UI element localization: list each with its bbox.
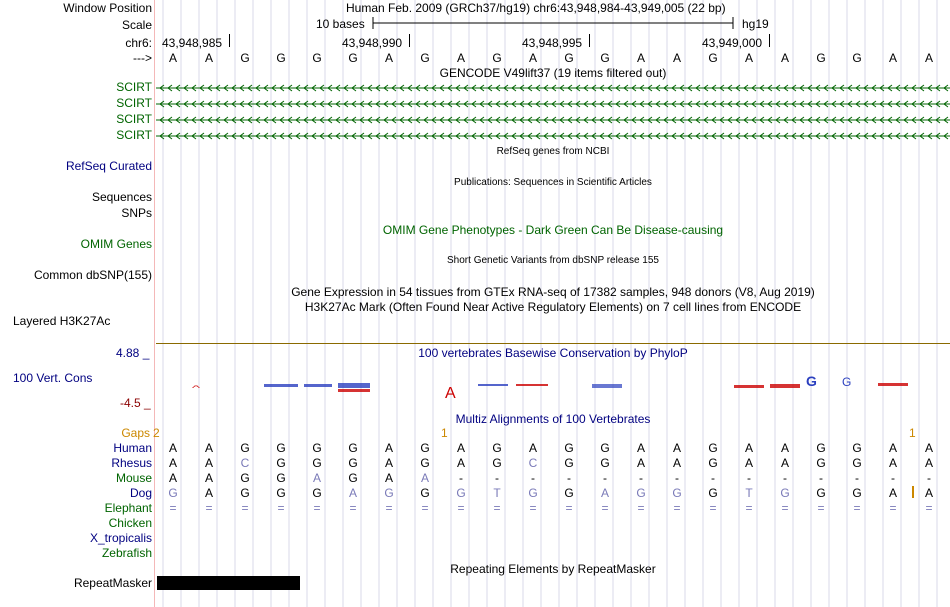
base-letter: - [459, 471, 463, 485]
base-letter: G [564, 441, 574, 455]
base-letter: G [240, 486, 250, 500]
base-letter: = [529, 501, 537, 515]
base-letter: G [600, 51, 610, 65]
base-letter: A [888, 51, 897, 65]
base-letter: G [600, 456, 610, 470]
ruler-tick-label: 43,948,990 [342, 36, 403, 50]
base-letter: G [420, 441, 430, 455]
base-letter: = [169, 501, 177, 515]
base-letter: G [816, 456, 826, 470]
base-letter: A [456, 51, 465, 65]
base-letter: G [420, 456, 430, 470]
base-letter: G [672, 486, 682, 500]
gtex-track-title[interactable]: Gene Expression in 54 tissues from GTEx RNA-seq of 17382 samples, 948 donors (V8, Aug 2019) [291, 285, 815, 299]
base-letter: G [492, 456, 502, 470]
refseq-label[interactable]: RefSeq Curated [65, 159, 152, 173]
scirt-label-3[interactable]: SCIRT [116, 112, 152, 126]
base-letter: G [564, 51, 574, 65]
base-letter: A [168, 456, 177, 470]
phylop-track-title[interactable]: 100 vertebrates Basewise Conservation by PhyloP [418, 346, 688, 360]
base-letter: = [925, 501, 933, 515]
base-letter: A [636, 51, 645, 65]
base-letter: = [241, 501, 249, 515]
base-letter: A [528, 441, 537, 455]
base-letter: - [675, 471, 679, 485]
svg-text:A: A [192, 383, 201, 390]
ruler-tick-mark [409, 34, 410, 47]
base-letter: A [168, 471, 177, 485]
phylop-label[interactable]: 100 Vert. Cons [13, 371, 93, 385]
ruler-tick-mark [769, 34, 770, 47]
base-letter: G [852, 441, 862, 455]
repeatmasker-element[interactable] [157, 576, 300, 590]
image-separator [154, 0, 155, 607]
base-letter: C [240, 456, 250, 470]
scale-assembly: hg19 [742, 17, 769, 31]
base-letter: = [493, 501, 501, 515]
base-letter: A [744, 51, 753, 65]
scirt-label-1[interactable]: SCIRT [116, 80, 152, 94]
phylop-logo [156, 368, 950, 398]
species-elephant[interactable]: Elephant [104, 501, 152, 515]
phylop-max-label: 4.88 _ [116, 346, 150, 360]
base-letter: T [745, 486, 753, 500]
ruler-tick-mark [589, 34, 590, 47]
base-letter: G [492, 51, 502, 65]
base-letter: A [924, 441, 933, 455]
base-letter: A [672, 441, 681, 455]
base-letter: A [888, 441, 897, 455]
ruler-tick-label: 43,949,000 [702, 36, 763, 50]
base-letter: A [924, 486, 933, 500]
base-letter: G [852, 486, 862, 500]
base-letter: = [457, 501, 465, 515]
base-letter: - [567, 471, 571, 485]
base-letter: G [780, 486, 790, 500]
base-letter: G [852, 51, 862, 65]
base-letter: G [168, 486, 178, 500]
base-letter: A [168, 441, 177, 455]
snps-label[interactable]: SNPs [121, 206, 152, 220]
base-letter: A [672, 51, 681, 65]
h3k27ac-label[interactable]: Layered H3K27Ac [13, 314, 111, 328]
base-letter: G [312, 486, 322, 500]
base-letter: = [565, 501, 573, 515]
base-letter: G [384, 486, 394, 500]
scirt-transcript-1[interactable] [156, 83, 950, 93]
species-x-tropicalis[interactable]: X_tropicalis [89, 531, 152, 545]
scirt-transcript-3[interactable] [156, 115, 950, 125]
base-letter: A [528, 51, 537, 65]
base-letter: A [600, 486, 609, 500]
base-letter: G [240, 51, 250, 65]
base-letter: = [637, 501, 645, 515]
scirt-transcript-4[interactable] [156, 131, 950, 141]
base-letter: G [348, 456, 358, 470]
base-letter: A [204, 471, 213, 485]
publications-track-title[interactable]: Publications: Sequences in Scientific Articles [454, 177, 652, 188]
species-rhesus[interactable]: Rhesus [111, 456, 152, 470]
refseq-track-title[interactable]: RefSeq genes from NCBI [496, 146, 610, 157]
base-letter: A [924, 51, 933, 65]
base-letter: A [312, 471, 321, 485]
base-letter: = [781, 501, 789, 515]
base-letter: A [456, 441, 465, 455]
base-letter: G [312, 441, 322, 455]
base-letter: C [528, 456, 538, 470]
base-letter: A [420, 471, 429, 485]
base-letter: A [168, 51, 177, 65]
base-letter: = [889, 501, 897, 515]
base-letter: G [456, 486, 466, 500]
base-letter: A [888, 486, 897, 500]
base-letter: A [204, 441, 213, 455]
dbsnp-label[interactable]: Common dbSNP(155) [33, 268, 152, 282]
base-letter: A [744, 456, 753, 470]
species-mouse[interactable]: Mouse [115, 471, 152, 485]
base-letter: = [277, 501, 285, 515]
base-letter: G [312, 456, 322, 470]
scale-text: 10 bases [316, 17, 365, 31]
base-letter: G [600, 441, 610, 455]
window-position-value: Human Feb. 2009 (GRCh37/hg19) chr6:43,948,984-43,949,005 (22 bp) [346, 1, 726, 15]
repeatmasker-track-title[interactable]: Repeating Elements by RepeatMasker [450, 562, 656, 576]
multiz-track-title[interactable]: Multiz Alignments of 100 Vertebrates [455, 412, 651, 426]
h3k27ac-signal-line [156, 343, 950, 344]
base-letter: G [708, 51, 718, 65]
gap-count-2: 1 [441, 426, 448, 440]
gap-count-1: 2 [153, 426, 160, 440]
scale-bar [370, 16, 740, 30]
base-letter: - [747, 471, 751, 485]
base-letter: G [240, 441, 250, 455]
species-chicken[interactable]: Chicken [108, 516, 152, 530]
base-letter: G [816, 441, 826, 455]
scirt-label-2[interactable]: SCIRT [116, 96, 152, 110]
base-letter: - [783, 471, 787, 485]
base-letter: - [855, 471, 859, 485]
base-letter: G [348, 51, 358, 65]
species-zebrafish[interactable]: Zebrafish [101, 546, 152, 560]
base-letter: A [204, 51, 213, 65]
strand-label: ---> [133, 51, 152, 65]
base-letter: A [384, 441, 393, 455]
base-letter: = [745, 501, 753, 515]
ruler-tick-label: 43,948,985 [162, 36, 223, 50]
svg-text:G: G [806, 373, 817, 389]
base-letter: = [385, 501, 393, 515]
base-letter: A [636, 456, 645, 470]
base-letter: A [348, 486, 357, 500]
base-letter: G [708, 441, 718, 455]
scale-label[interactable]: Scale [121, 18, 152, 32]
base-letter: = [817, 501, 825, 515]
omim-track-title[interactable]: OMIM Gene Phenotypes - Dark Green Can Be Disease-causing [382, 223, 724, 237]
dbsnp-track-title[interactable]: Short Genetic Variants from dbSNP release 155 [447, 255, 659, 266]
base-letter: G [276, 486, 286, 500]
base-letter: - [495, 471, 499, 485]
base-letter: G [636, 486, 646, 500]
species-dog[interactable]: Dog [129, 486, 152, 500]
base-letter: = [205, 501, 213, 515]
insertion-marker [912, 486, 914, 498]
sequences-label[interactable]: Sequences [91, 190, 152, 204]
base-letter: G [312, 51, 322, 65]
base-letter: G [240, 471, 250, 485]
scirt-transcript-2[interactable] [156, 99, 950, 109]
base-letter: - [603, 471, 607, 485]
base-letter: - [927, 471, 931, 485]
base-letter: A [780, 51, 789, 65]
base-letter: A [780, 456, 789, 470]
base-letter: G [852, 456, 862, 470]
base-letter: G [276, 441, 286, 455]
scirt-label-4[interactable]: SCIRT [116, 128, 152, 142]
base-letter: G [816, 51, 826, 65]
base-letter: = [313, 501, 321, 515]
base-letter: G [276, 456, 286, 470]
base-letter: T [493, 486, 501, 500]
base-letter: G [420, 51, 430, 65]
ruler-tick-mark [229, 34, 230, 47]
base-letter: A [204, 486, 213, 500]
repeatmasker-label[interactable]: RepeatMasker [73, 576, 152, 590]
base-letter: G [528, 486, 538, 500]
base-letter: - [531, 471, 535, 485]
base-letter: A [384, 51, 393, 65]
base-letter: G [348, 471, 358, 485]
base-letter: - [639, 471, 643, 485]
base-letter: = [673, 501, 681, 515]
chrom-label[interactable]: chr6: [125, 36, 152, 50]
base-letter: = [853, 501, 861, 515]
ruler-tick-label: 43,948,995 [522, 36, 583, 50]
svg-text:G: G [842, 375, 852, 389]
species-human[interactable]: Human [113, 441, 152, 455]
base-letter: A [672, 456, 681, 470]
phylop-min-label: -4.5 _ [120, 396, 151, 410]
base-letter: G [708, 456, 718, 470]
base-letter: A [384, 456, 393, 470]
base-letter: G [492, 441, 502, 455]
base-letter: = [709, 501, 717, 515]
gaps-label: Gaps [121, 426, 150, 440]
base-letter: - [819, 471, 823, 485]
omim-label[interactable]: OMIM Genes [80, 237, 152, 251]
base-letter: G [708, 486, 718, 500]
base-letter: G [816, 486, 826, 500]
base-letter: A [384, 471, 393, 485]
base-letter: A [744, 441, 753, 455]
base-letter: A [636, 441, 645, 455]
base-letter: A [204, 456, 213, 470]
base-letter: A [888, 456, 897, 470]
base-letter: G [564, 456, 574, 470]
svg-text:A: A [445, 385, 456, 398]
base-letter: - [891, 471, 895, 485]
base-letter: A [456, 456, 465, 470]
base-letter: - [711, 471, 715, 485]
base-letter: = [601, 501, 609, 515]
gap-count-3: 1 [909, 426, 916, 440]
base-letter: = [349, 501, 357, 515]
h3k27ac-track-title[interactable]: H3K27Ac Mark (Often Found Near Active Regulatory Elements) on 7 cell lines from ENCODE [304, 300, 802, 314]
window-position-label[interactable]: Window Position [63, 1, 152, 15]
base-letter: G [420, 486, 430, 500]
base-letter: = [421, 501, 429, 515]
base-letter: A [924, 456, 933, 470]
base-letter: G [276, 471, 286, 485]
gencode-track-title[interactable]: GENCODE V49lift37 (19 items filtered out) [439, 66, 667, 80]
base-letter: G [348, 441, 358, 455]
base-letter: G [564, 486, 574, 500]
base-letter: A [780, 441, 789, 455]
base-letter: G [276, 51, 286, 65]
